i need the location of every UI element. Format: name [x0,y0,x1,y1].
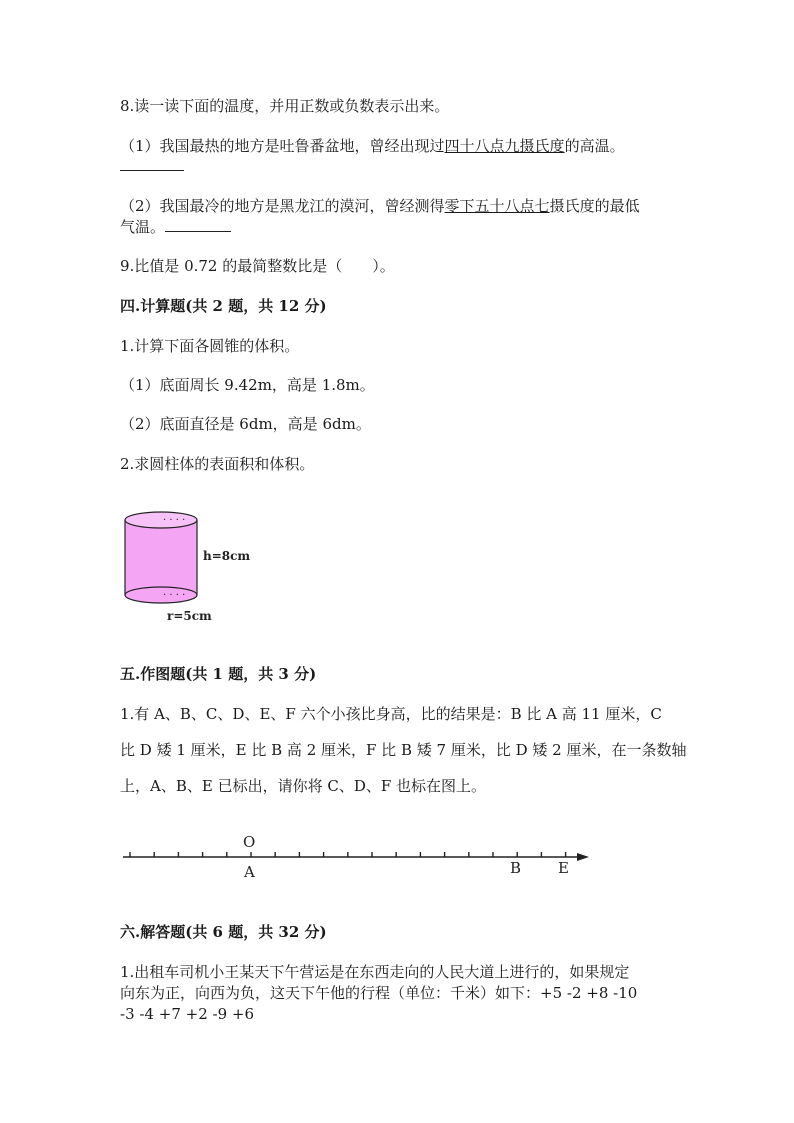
cylinder-top-ellipse [125,512,197,528]
section6-heading: 六.解答题(共 6 题，共 32 分) [120,923,327,941]
s6-q1-line3: -3 -4 +7 +2 -9 +6 [120,1005,255,1023]
cylinder-figure [115,505,265,630]
q8-part1-answer-blank [120,156,184,176]
q8-title: 8.读一读下面的温度，并用正数或负数表示出来。 [120,97,450,115]
s5-q1-line3: 上，A、B、E 已标出，请你将 C、D、F 也标在图上。 [120,777,487,795]
number-line-label-b: B [510,859,522,877]
q9-text: 9.比值是 0.72 的最简整数比是（ ）。 [120,257,395,275]
s6-q1-line2: 向东为正，向西为负，这天下午他的行程（单位：千米）如下：+5 -2 +8 -10 [120,984,638,1002]
s5-q1-line2: 比 D 矮 1 厘米，E 比 B 高 2 厘米，F 比 B 矮 7 厘米，比 D 矮 2 厘米，在一条数轴 [120,741,687,759]
cylinder-bottom-ellipse [125,587,197,603]
s6-q1-line1: 1.出租车司机小王某天下午营运是在东西走向的人民大道上进行的，如果规定 [120,963,630,981]
q8-part1-underlined: 四十八点九摄氏度 [444,137,565,155]
section4-heading: 四.计算题(共 2 题，共 12 分) [120,297,327,315]
q8-part1-text: （1）我国最热的地方是吐鲁番盆地，曾经出现过 [120,137,445,155]
s4-q1: 1.计算下面各圆锥的体积。 [120,337,300,355]
cylinder-radius-label: r=5cm [167,609,212,623]
q8-part2-text: （2）我国最冷的地方是黑龙江的漠河，曾经测得 [120,197,445,215]
number-line-label-a: A [244,863,255,881]
cylinder-body [125,520,197,595]
s4-q1-part2: （2）底面直径是 6dm，高是 6dm。 [120,415,371,433]
s4-q2: 2.求圆柱体的表面积和体积。 [120,455,315,473]
q8-part2 [120,196,640,216]
q8-part2-answer-blank [165,217,231,232]
q8-part1-tail: 的高温。 [564,137,625,155]
number-line-arrow-icon [577,853,589,861]
q8-part2-tail: 摄氏度的最低 [549,197,640,215]
q8-part1 [120,136,625,156]
q8-part2-underlined: 零下五十八点七 [444,197,550,215]
number-line-label-e: E [558,859,569,877]
cylinder-top-dots: · · · · [163,515,186,526]
q8-part2-line2-text: 气温。 [120,218,166,236]
q8-part2-line2 [120,217,231,237]
s4-q1-part1: （1）底面周长 9.42m，高是 1.8m。 [120,376,375,394]
cylinder-bottom-dots: · · · · [163,590,186,601]
section5-heading: 五.作图题(共 1 题，共 3 分) [120,665,317,683]
cylinder-height-label: h=8cm [203,549,251,563]
number-line [115,828,605,883]
number-line-origin-label: O [243,833,256,851]
s5-q1-line1: 1.有 A、B、C、D、E、F 六个小孩比身高，比的结果是：B 比 A 高 11 厘米，C [120,705,662,723]
